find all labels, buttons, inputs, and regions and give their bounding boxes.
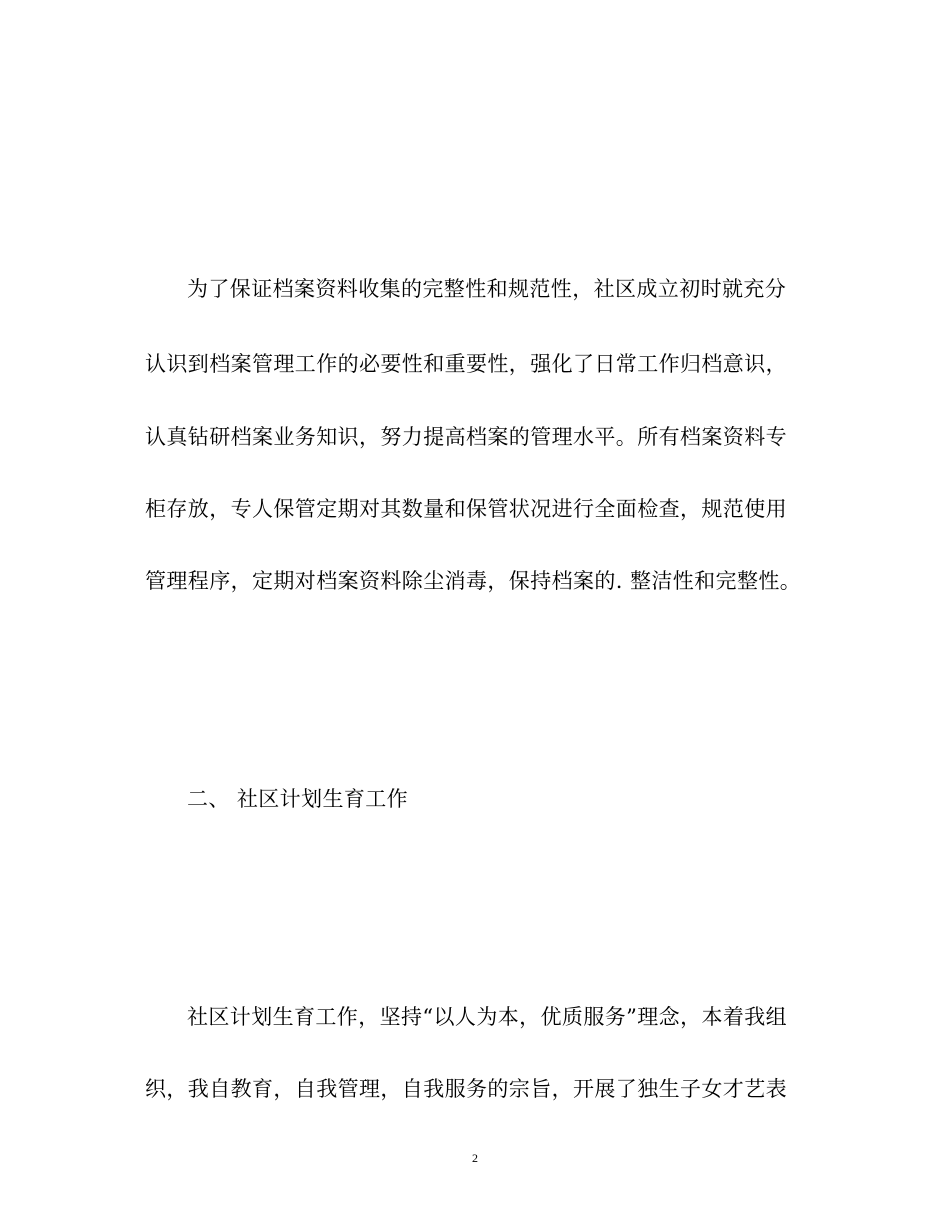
paragraph-line: 为了保证档案资料收集的完整性和规范性，社区成立初时就充分 <box>187 277 787 301</box>
paragraph-line: 认真钻研档案业务知识，努力提高档案的管理水平。所有档案资料专 <box>145 425 787 449</box>
page-number: 2 <box>472 1151 478 1165</box>
section-heading: 二、 社区计划生育工作 <box>187 787 409 811</box>
paragraph-line: 织，我自教育，自我管理，自我服务的宗旨，开展了独生子女才艺表 <box>145 1077 787 1101</box>
paragraph-line: 柜存放，专人保管定期对其数量和保管状况进行全面检查，规范使用 <box>145 497 787 521</box>
paragraph-line: 社区计划生育工作，坚持“以人为本，优质服务”理念，本着我组 <box>187 1005 788 1029</box>
paragraph-line: 认识到档案管理工作的必要性和重要性，强化了日常工作归档意识， <box>145 352 787 376</box>
paragraph-line: 管理程序，定期对档案资料除尘消毒，保持档案的. 整洁性和完整性。 <box>145 569 802 593</box>
